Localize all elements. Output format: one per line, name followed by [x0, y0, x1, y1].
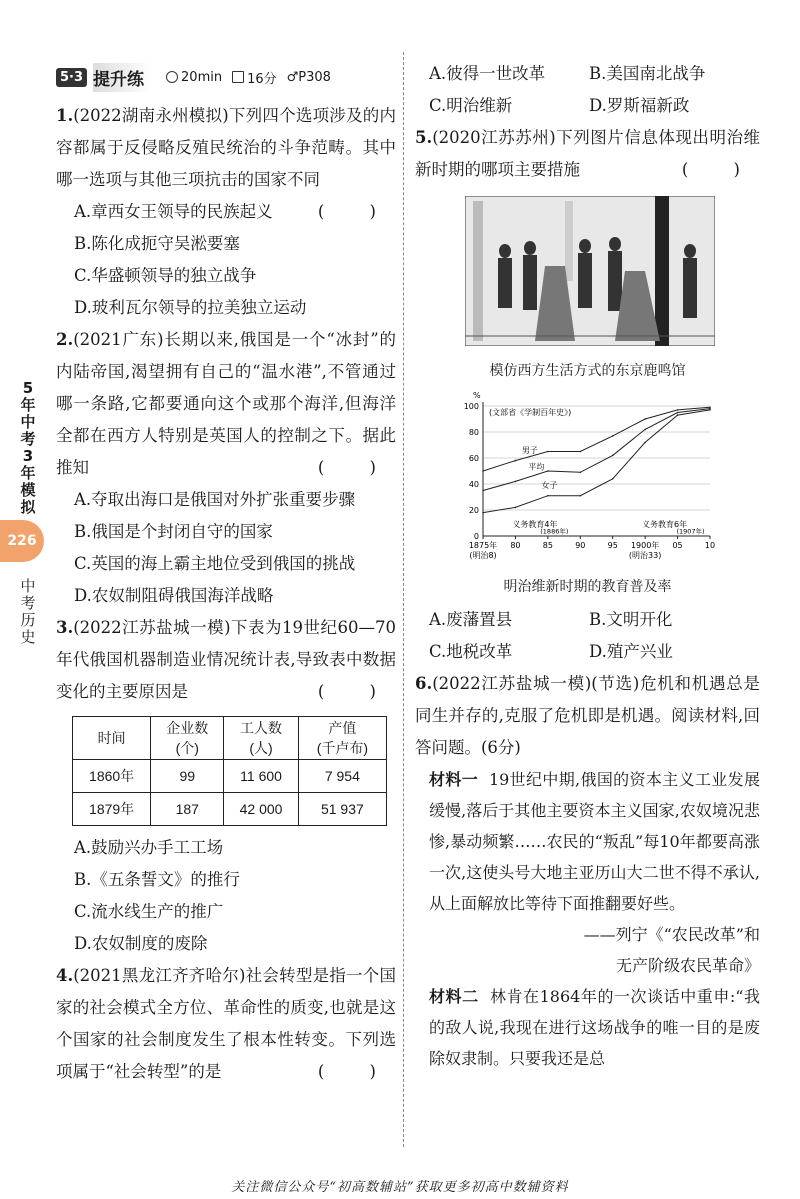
- page-number: 226: [0, 520, 44, 562]
- data-point: [579, 495, 581, 497]
- series-label: 平均: [528, 462, 545, 472]
- x-tick-label: 1900年: [630, 541, 660, 550]
- table-row: 1879年 187 42 000 51 937: [73, 793, 387, 826]
- q2-option: B.俄国是个封闭自守的国家: [74, 522, 273, 541]
- material-1-text: 19世纪中期,俄国的资本主义工业发展缓慢,落后于其他主要资本主义国家,农奴境况悲惨,暴动频繁……农民的“叛乱”每10年都要高涨一次,这使头号大地主亚历山大二世不得不承认,从上面解放比等待下面推翻要好些。: [429, 770, 760, 913]
- q1-text: (2022湖南永州模拟)下列四个选项涉及的内容都属于反侵略反殖民统治的斗争范畴。其中哪一选项与其他三项抗击的国家不同: [56, 106, 396, 189]
- q6-number: 6.: [415, 674, 433, 693]
- data-point: [482, 470, 484, 472]
- y-tick-label: 40: [468, 480, 479, 489]
- q3-table: [72, 716, 387, 826]
- q4-text: (2021黑龙江齐齐哈尔)社会转型是指一个国家的社会模式全方位、革命性的质变,也就是这个国家的社会制度发生了根本性转变。下列选项属于“社会转型”的是: [56, 966, 396, 1081]
- q4-option: D.罗斯福新政: [589, 96, 690, 115]
- table-header: 时间: [73, 717, 151, 760]
- material-2-label: 材料二: [429, 987, 479, 1006]
- material-2-text: 林肯在1864年的一次谈话中重申:“我的敌人说,我现在进行这场战争的唯一目的是废除奴隶制。只要我还是总: [429, 987, 760, 1068]
- y-tick-label: 100: [463, 402, 479, 411]
- section-title: 提升练: [93, 63, 152, 92]
- material-1-citation-line1: ——列宁《“农民改革”和: [583, 925, 760, 944]
- q5-answer-paren: ( ): [681, 160, 760, 179]
- x-tick-label: (明治33): [628, 551, 662, 560]
- q3-text: (2022江苏盐城一模)下表为19世纪60—70年代俄国机器制造业情况统计表,导致表中数据变化的主要原因是: [56, 618, 396, 701]
- q4-number: 4.: [56, 966, 74, 985]
- series-label: 男子: [521, 445, 538, 455]
- right-column: [415, 58, 760, 1074]
- q3-option: A.鼓励兴办手工工场: [74, 838, 224, 857]
- question-5: [415, 122, 760, 668]
- question-1: [56, 100, 396, 324]
- q2-option: C.英国的海上霸主地位受到俄国的挑战: [74, 554, 356, 573]
- column-divider: [403, 52, 404, 1147]
- chart-caption: 明治维新时期的教育普及率: [503, 579, 672, 595]
- data-point: [547, 451, 549, 453]
- q1-number: 1.: [56, 106, 74, 125]
- data-point: [612, 435, 614, 437]
- data-point: [515, 460, 517, 462]
- data-point: [515, 507, 517, 509]
- q6-text: (2022江苏盐城一模)(节选)危机和机遇总是同生并存的,克服了危机即是机遇。阅读材料,回答问题。(6分): [415, 674, 760, 757]
- time-meta: [166, 70, 222, 85]
- q3-option: C.流水线生产的推广: [74, 902, 224, 921]
- y-tick-label: 20: [468, 506, 479, 515]
- footer-note: 关注微信公众号“初高数辅站”获取更多初高中数辅资料: [231, 1180, 569, 1195]
- section-badge: 5·3: [56, 68, 87, 87]
- y-tick-label: 80: [468, 428, 479, 437]
- data-point: [677, 412, 679, 414]
- score-meta: [232, 68, 277, 87]
- series-line: [483, 410, 710, 513]
- rokumeikan-illustration: [465, 196, 715, 346]
- table-header: 工人数 (人): [224, 717, 298, 760]
- q5-option: D.殖产兴业: [589, 642, 673, 661]
- annotation-label: 义务教育4年: [512, 519, 558, 529]
- annotation-label: 义务教育6年: [642, 519, 688, 529]
- x-tick-label: 80: [510, 541, 521, 550]
- q2-option: A.夺取出海口是俄国对外扩张重要步骤: [74, 490, 356, 509]
- data-point: [547, 495, 549, 497]
- annotation-label: (1886年): [540, 527, 569, 536]
- data-point: [612, 478, 614, 480]
- book-title: 5年中考3年模拟: [20, 379, 36, 516]
- data-point: [547, 470, 549, 472]
- left-column: [56, 60, 396, 1088]
- data-point: [644, 418, 646, 420]
- question-2: [56, 324, 396, 612]
- data-point: [677, 414, 679, 416]
- photo-caption: 模仿西方生活方式的东京鹿鸣馆: [489, 363, 686, 379]
- q2-answer-paren: ( ): [317, 458, 396, 477]
- score-value: 16分: [247, 71, 277, 87]
- q4-option: B.美国南北战争: [589, 64, 706, 83]
- q5-text: (2020江苏苏州)下列图片信息体现出明治维新时期的哪项主要措施: [415, 128, 760, 179]
- data-point: [515, 481, 517, 483]
- x-tick-label: 05: [672, 541, 683, 550]
- x-tick-label: 1875年: [468, 541, 498, 550]
- q1-option: B.陈化成扼守吴淞要塞: [74, 234, 240, 253]
- x-tick-label: 10: [704, 541, 716, 550]
- data-point: [612, 455, 614, 457]
- subject-label: 中考历史: [20, 577, 36, 646]
- sidebar: [0, 0, 48, 1199]
- data-point: [644, 442, 646, 444]
- time-value: 20min: [181, 69, 223, 85]
- q5-options: [415, 604, 760, 668]
- material-2: [415, 981, 760, 1074]
- clock-icon: [166, 71, 178, 83]
- education-rate-chart: [455, 388, 725, 568]
- q4-answer-paren: ( ): [317, 1062, 396, 1081]
- y-axis-label: %: [473, 391, 481, 400]
- x-tick-label: 90: [575, 541, 586, 550]
- table-header: 产值 (千卢布): [298, 717, 386, 760]
- q4-option: A.彼得一世改革: [429, 64, 546, 83]
- table-row: 1860年 99 11 600 7 954: [73, 760, 387, 793]
- answer-meta: [287, 70, 331, 85]
- q1-answer-paren: ( ): [317, 202, 396, 221]
- q1-option: D.玻利瓦尔领导的拉美独立运动: [74, 298, 307, 317]
- q5-option: A.废藩置县: [429, 610, 513, 629]
- q3-number: 3.: [56, 618, 74, 637]
- q4-options: [415, 58, 760, 122]
- q2-text: (2021广东)长期以来,俄国是一个“冰封”的内陆帝国,渴望拥有自己的“温水港”,不管通过哪一条路,它都要通向这个或那个海洋,但海洋全都在西方人特别是英国人的控制之下。据此推知: [56, 330, 396, 477]
- material-1-label: 材料一: [429, 770, 479, 789]
- data-point: [644, 429, 646, 431]
- series-line: [483, 409, 710, 491]
- data-point: [482, 490, 484, 492]
- series-label: 女子: [541, 480, 558, 490]
- q5-number: 5.: [415, 128, 433, 147]
- material-1: [415, 764, 760, 919]
- question-4: [56, 960, 396, 1088]
- data-point: [579, 472, 581, 474]
- q5-option: C.地税改革: [429, 642, 513, 661]
- q2-number: 2.: [56, 330, 74, 349]
- y-tick-label: 60: [468, 454, 479, 463]
- y-tick-label: 0: [473, 532, 479, 541]
- x-tick-label: 95: [607, 541, 618, 550]
- x-tick-label: (明治8): [469, 551, 497, 560]
- q3-answer-paren: ( ): [317, 682, 396, 701]
- q5-option: B.文明开化: [589, 610, 673, 629]
- annotation-label: (1907年): [676, 527, 705, 536]
- data-point: [579, 451, 581, 453]
- q1-option: A.章西女王领导的民族起义: [74, 202, 273, 221]
- x-tick-label: 85: [542, 541, 553, 550]
- section-header: [56, 60, 396, 94]
- data-point: [482, 512, 484, 514]
- q3-option: D.农奴制度的废除: [74, 934, 208, 953]
- data-point: [709, 409, 711, 411]
- table-header: 企业数 (个): [151, 717, 224, 760]
- material-1-citation-line2: 无产阶级农民革命》: [615, 956, 760, 975]
- answer-key-icon: ♂: [286, 69, 299, 85]
- question-3: [56, 612, 396, 960]
- answer-ref: P308: [298, 69, 331, 85]
- q4-option: C.明治维新: [429, 96, 513, 115]
- question-6: [415, 668, 760, 1074]
- q2-option: D.农奴制阻碍俄国海洋战略: [74, 586, 274, 605]
- document-icon: [232, 71, 244, 83]
- q3-option: B.《五条誓文》的推行: [74, 870, 240, 889]
- data-point: [677, 409, 679, 411]
- q1-option: C.华盛顿领导的独立战争: [74, 266, 257, 285]
- source-label: (文部省《学制百年史》): [489, 408, 572, 417]
